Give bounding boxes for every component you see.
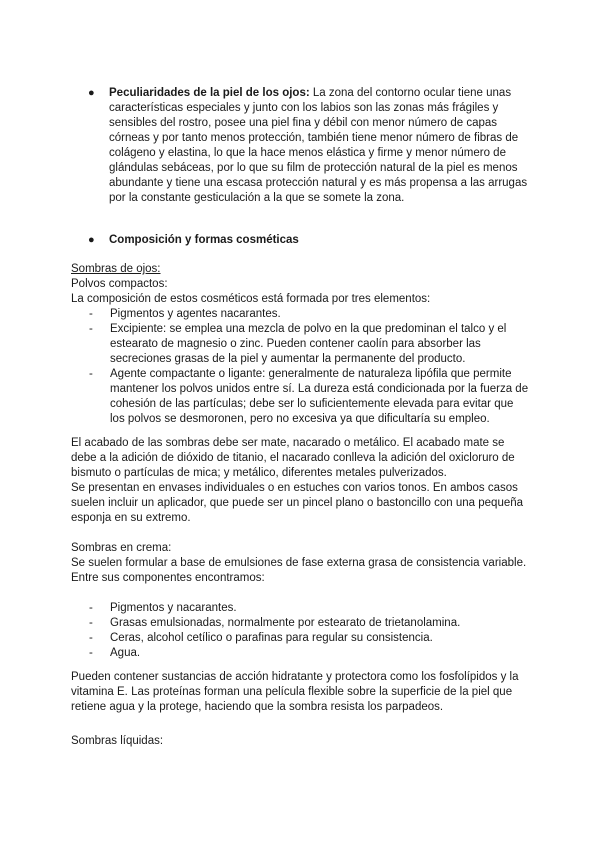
section-intro: La composición de estos cosméticos está formada por tres elementos: bbox=[71, 293, 431, 305]
list-item bbox=[89, 601, 529, 616]
list-item bbox=[89, 322, 529, 367]
bullet-title: Composición y formas cosméticas bbox=[109, 234, 299, 246]
section-heading: Sombras en crema: bbox=[71, 542, 172, 554]
section-liquidas bbox=[71, 734, 529, 749]
bullet-text bbox=[109, 233, 528, 248]
bullet-dot: ● bbox=[88, 87, 95, 99]
dash-marker: - bbox=[89, 632, 93, 644]
bullet-title: Peculiaridades de la piel de los ojos: bbox=[109, 87, 310, 99]
list-item bbox=[89, 367, 529, 427]
list-item bbox=[89, 646, 529, 661]
list-item-text: Excipiente: se emplea una mezcla de polvo en la que predominan el talco y el estearato de magnesio o zinc. Pueden contener caolín para absorber las secreciones grasas de la piel y aumentar la permanente del producto. bbox=[110, 323, 507, 365]
bullet-composicion bbox=[88, 233, 528, 248]
list-item-text: Agente compactante o ligante: generalmente de naturaleza lipófila que permite mantener los polvos unidos entre sí. La dureza está condicionada por la fuerza de cohesión de las partículas; debe ser lo suficientemente elevada para evitar que los polvos se desmoronen, pero no excesiva ya que dificultaría su empleo. bbox=[110, 368, 529, 425]
bullet-peculiaridades bbox=[88, 86, 528, 206]
dash-marker: - bbox=[89, 323, 93, 335]
dash-marker: - bbox=[89, 368, 93, 380]
section-heading: Sombras líquidas: bbox=[71, 735, 164, 747]
section-subheading: Polvos compactos: bbox=[71, 278, 168, 290]
bullet-dot: ● bbox=[88, 234, 95, 246]
section-crema bbox=[71, 541, 529, 661]
list-item-text: Agua. bbox=[110, 647, 141, 659]
spacer bbox=[71, 586, 529, 601]
component-list bbox=[89, 601, 529, 661]
bullet-body: La zona del contorno ocular tiene unas características especiales y junto con los labios son las zonas más frágiles y sensibles del rostro, posee una piel fina y débil con menor número de capas córneas y por tanto menos protección, también tiene menor número de fibras de colágeno y elastina, lo que la hace menos elástica y firme y menor número de glándulas sebáceas, por lo que su film de protección natural de la piel es menos abundante y tiene una escasa protección natural y es más propensa a las arrugas por la constante gesticulación a la que se somete la zona. bbox=[109, 87, 528, 204]
section-sombras-ojos bbox=[71, 262, 529, 427]
paragraph: Pueden contener sustancias de acción hidratante y protectora como los fosfolípidos y la vitamina E. Las proteínas forman una película flexible sobre la superficie de la piel que retiene agua y la protege, haciendo que la sombra resista los parpadeos. bbox=[71, 671, 519, 713]
component-list bbox=[89, 307, 529, 427]
list-item-text: Pigmentos y agentes nacarantes. bbox=[110, 308, 281, 320]
section-proteccion bbox=[71, 670, 529, 715]
list-item bbox=[89, 616, 529, 631]
dash-marker: - bbox=[89, 308, 93, 320]
paragraph: El acabado de las sombras debe ser mate, nacarado o metálico. El acabado mate se debe a la adición de dióxido de titanio, el nacarado conlleva la adición del oxicloruro de bismuto o partículas de mica; y metálico, diferentes metales pulverizados. bbox=[71, 437, 515, 479]
bullet-text bbox=[109, 86, 528, 206]
list-item-text: Ceras, alcohol cetílico o parafinas para regular su consistencia. bbox=[110, 632, 433, 644]
section-intro: Se suelen formular a base de emulsiones de fase externa grasa de consistencia variable. Entre sus componentes encontramos: bbox=[71, 557, 527, 584]
section-acabado bbox=[71, 436, 529, 526]
list-item bbox=[89, 307, 529, 322]
dash-marker: - bbox=[89, 617, 93, 629]
dash-marker: - bbox=[89, 647, 93, 659]
dash-marker: - bbox=[89, 602, 93, 614]
paragraph: Se presentan en envases individuales o en estuches con varios tonos. En ambos casos suelen incluir un aplicador, que puede ser un pincel plano o bastoncillo con una pequeña esponja en su extremo. bbox=[71, 482, 524, 524]
list-item bbox=[89, 631, 529, 646]
list-item-text: Grasas emulsionadas, normalmente por estearato de trietanolamina. bbox=[110, 617, 461, 629]
list-item-text: Pigmentos y nacarantes. bbox=[110, 602, 237, 614]
section-heading: Sombras de ojos: bbox=[71, 263, 161, 275]
